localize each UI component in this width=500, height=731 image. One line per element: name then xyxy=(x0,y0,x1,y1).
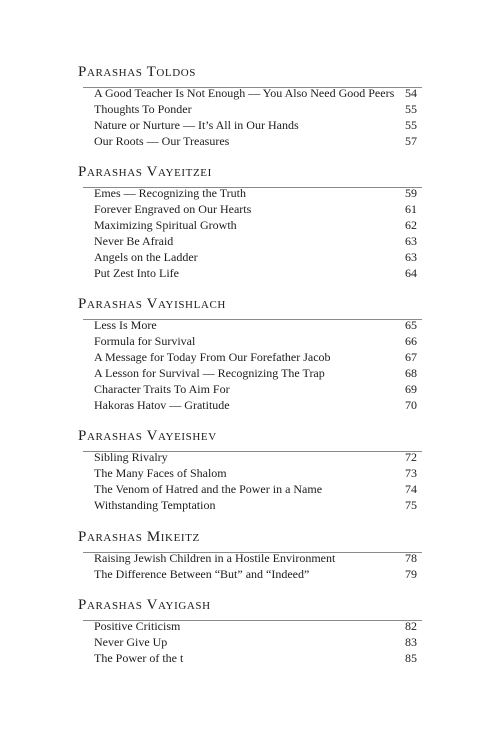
entry-title: Less Is More xyxy=(94,318,157,332)
toc-entry[interactable] xyxy=(94,381,417,397)
toc-entry[interactable] xyxy=(94,449,417,465)
entry-title: Raising Jewish Children in a Hostile Environment xyxy=(94,551,336,565)
entry-page-number: 83 xyxy=(405,635,417,649)
toc-entry[interactable] xyxy=(94,634,417,650)
entry-page-number: 70 xyxy=(405,398,417,412)
entry-title: The Power of the t xyxy=(94,651,184,665)
entry-title: Forever Engraved on Our Hearts xyxy=(94,202,252,216)
entry-page-number: 73 xyxy=(405,466,417,480)
toc-entry[interactable] xyxy=(94,85,417,101)
toc-entry[interactable] xyxy=(94,481,417,497)
entry-page-number: 68 xyxy=(405,366,417,380)
section-heading: Parashas Vayeishev xyxy=(78,428,217,444)
toc-entry[interactable] xyxy=(94,265,417,281)
entry-title: Positive Criticism xyxy=(94,619,181,633)
entry-title: Never Give Up xyxy=(94,635,168,649)
entry-title: The Difference Between “But” and “Indeed” xyxy=(94,567,310,581)
toc-entry[interactable] xyxy=(94,566,417,582)
entry-page-number: 75 xyxy=(405,498,417,512)
entry-title: Formula for Survival xyxy=(94,334,196,348)
entry-title: A Lesson for Survival — Recognizing The Trap xyxy=(94,366,325,380)
toc-entry[interactable] xyxy=(94,117,417,133)
section-heading: Parashas Vayigash xyxy=(78,597,211,613)
entry-title: Emes — Recognizing the Truth xyxy=(94,186,246,200)
entry-page-number: 69 xyxy=(405,382,417,396)
entry-page-number: 66 xyxy=(405,334,417,348)
toc-entry[interactable] xyxy=(94,249,417,265)
toc-entry[interactable] xyxy=(94,333,417,349)
entry-page-number: 54 xyxy=(405,86,417,100)
toc-entry[interactable] xyxy=(94,101,417,117)
entry-page-number: 63 xyxy=(405,234,417,248)
entry-page-number: 55 xyxy=(405,102,417,116)
entry-title: A Good Teacher Is Not Enough — You Also Need Good Peers xyxy=(94,86,395,100)
entry-title: Never Be Afraid xyxy=(94,234,174,248)
entry-page-number: 67 xyxy=(405,350,417,364)
entry-title: Sibling Rivalry xyxy=(94,450,168,464)
toc-entry[interactable] xyxy=(94,133,417,149)
entry-page-number: 65 xyxy=(405,318,417,332)
entry-page-number: 64 xyxy=(405,266,417,280)
entry-title: Thoughts To Ponder xyxy=(94,102,192,116)
entry-title: Hakoras Hatov — Gratitude xyxy=(94,398,230,412)
toc-entry[interactable] xyxy=(94,185,417,201)
entry-title: Character Traits To Aim For xyxy=(94,382,230,396)
entry-page-number: 85 xyxy=(405,651,417,665)
entry-page-number: 63 xyxy=(405,250,417,264)
entry-title: Our Roots — Our Treasures xyxy=(94,134,230,148)
toc-entry[interactable] xyxy=(94,217,417,233)
entry-page-number: 62 xyxy=(405,218,417,232)
entry-page-number: 74 xyxy=(405,482,417,496)
entry-page-number: 57 xyxy=(405,134,417,148)
section-heading: Parashas Mikeitz xyxy=(78,529,200,545)
toc-entry[interactable] xyxy=(94,497,417,513)
entry-page-number: 55 xyxy=(405,118,417,132)
entry-page-number: 72 xyxy=(405,450,417,464)
toc-entry[interactable] xyxy=(94,397,417,413)
toc-entry[interactable] xyxy=(94,618,417,634)
toc-entry[interactable] xyxy=(94,317,417,333)
toc-entry[interactable] xyxy=(94,233,417,249)
section-heading: Parashas Vayeitzei xyxy=(78,164,212,180)
entry-title: The Many Faces of Shalom xyxy=(94,466,227,480)
toc-entry[interactable] xyxy=(94,365,417,381)
toc-entry[interactable] xyxy=(94,650,417,666)
entry-title: The Venom of Hatred and the Power in a Name xyxy=(94,482,323,496)
toc-entry[interactable] xyxy=(94,201,417,217)
entry-title: Withstanding Temptation xyxy=(94,498,216,512)
entry-page-number: 59 xyxy=(405,186,417,200)
entry-page-number: 82 xyxy=(405,619,417,633)
entry-page-number: 79 xyxy=(405,567,417,581)
toc-entry[interactable] xyxy=(94,465,417,481)
entry-title: Maximizing Spiritual Growth xyxy=(94,218,237,232)
section-heading: Parashas Toldos xyxy=(78,64,196,80)
entry-title: A Message for Today From Our Forefather Jacob xyxy=(94,350,331,364)
entry-title: Angels on the Ladder xyxy=(94,250,198,264)
toc-entry[interactable] xyxy=(94,349,417,365)
entry-page-number: 61 xyxy=(405,202,417,216)
entry-page-number: 78 xyxy=(405,551,417,565)
section-heading: Parashas Vayishlach xyxy=(78,296,226,312)
toc-entry[interactable] xyxy=(94,550,417,566)
entry-title: Put Zest Into Life xyxy=(94,266,179,280)
entry-title: Nature or Nurture — It’s All in Our Hands xyxy=(94,118,299,132)
